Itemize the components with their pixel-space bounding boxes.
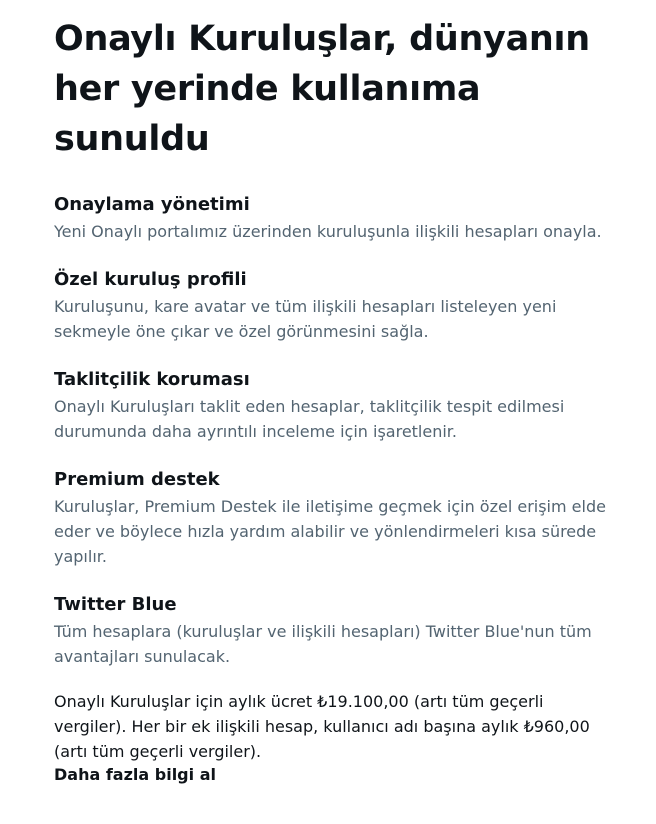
feature-title: Premium destek — [54, 469, 220, 490]
feature-title: Taklitçilik koruması — [54, 369, 250, 390]
feature-twitter-blue — [54, 593, 606, 669]
feature-impersonation-protection — [54, 368, 606, 444]
feature-premium-support — [54, 468, 606, 569]
feature-title: Twitter Blue — [54, 594, 177, 615]
page-headline: Onaylı Kuruluşlar, dünyanın her yerinde kullanıma sunuldu — [54, 19, 590, 159]
feature-title: Özel kuruluş profili — [54, 269, 247, 290]
feature-description: Onaylı Kuruluşları taklit eden hesaplar, taklitçilik tespit edilmesi durumunda daha ayrıntılı inceleme için işaretlenir. — [54, 397, 565, 441]
feature-description: Yeni Onaylı portalımız üzerinden kuruluşunla ilişkili hesapları onayla. — [54, 222, 602, 241]
learn-more-link[interactable]: Daha fazla bilgi al — [54, 765, 216, 784]
pricing-text: Onaylı Kuruluşlar için aylık ücret ₺19.100,00 (artı tüm geçerli vergiler). Her bir ek ilişkili hesap, kullanıcı adı başına aylık ₺960,00 (artı tüm geçerli vergiler). — [54, 692, 590, 761]
feature-verification-management — [54, 193, 606, 244]
feature-description: Kuruluşunu, kare avatar ve tüm ilişkili hesapları listeleyen yeni sekmeyle öne çıkar ve özel görünmesini sağla. — [54, 297, 557, 341]
feature-description: Tüm hesaplara (kuruluşlar ve ilişkili hesapları) Twitter Blue'nun tüm avantajları sunulacak. — [54, 622, 592, 666]
feature-title: Onaylama yönetimi — [54, 194, 250, 215]
feature-description: Kuruluşlar, Premium Destek ile iletişime geçmek için özel erişim elde eder ve böylece hızla yardım alabilir ve yönlendirmeleri kısa sürede yapılır. — [54, 497, 606, 566]
feature-list — [54, 193, 606, 669]
feature-custom-profile — [54, 268, 606, 344]
